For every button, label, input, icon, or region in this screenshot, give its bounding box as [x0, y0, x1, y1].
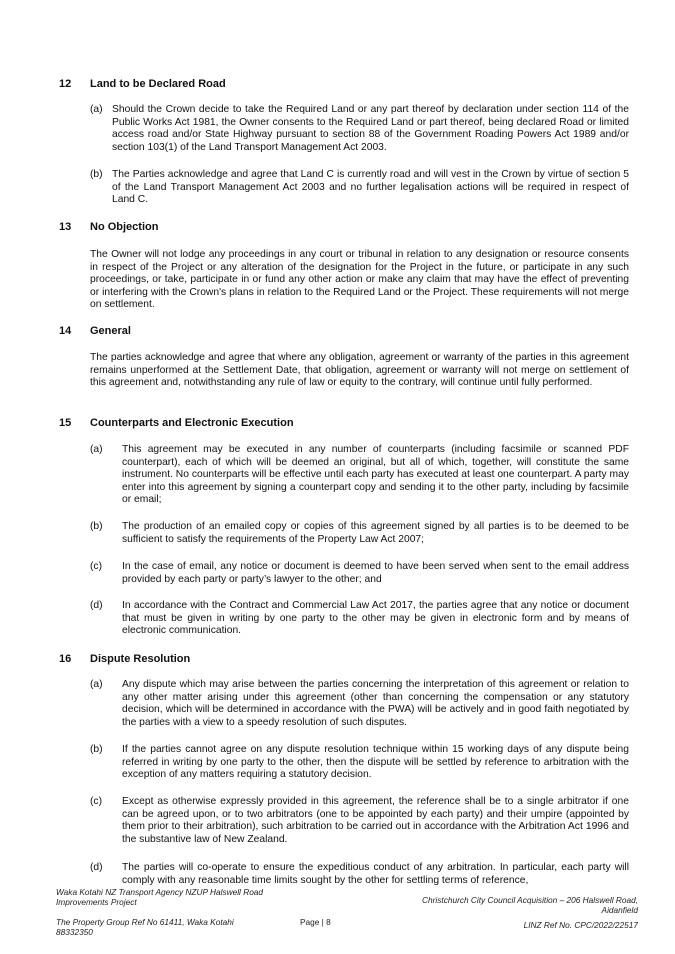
section-13-text: The Owner will not lodge any proceedings in any court or tribunal in relation to any designation or resource consents in respect of the Project or any alteration of the designation for the Project in the future, or participate in any such proceedings, or take, participate in or fund any other action or make any claim that may have the effect of preventing or interfering with the Crown's plans in relation to the Required Land or the Project. These requirements will not merge on settlement. [90, 249, 629, 310]
clause-15c [90, 561, 629, 587]
section-title: Land to be Declared Road [90, 78, 226, 90]
section-13-heading [59, 220, 629, 234]
section-number: 15 [59, 417, 72, 429]
page-number: Page | 8 [300, 917, 331, 927]
clause-12b [90, 169, 629, 209]
clause-text: Any dispute which may arise between the parties concerning the interpretation of this agreement or relation to any other matter arising under this agreement (other than concerning the compensation or any statutory decision, which will be determined in accordance with the PWA) will be actively and in good faith negotiated by the parties with a view to a speedy resolution of such disputes. [122, 679, 629, 728]
clause-label: (a) [90, 444, 103, 455]
clause-15a [90, 444, 629, 510]
clause-label: (d) [90, 862, 103, 873]
clause-text: This agreement may be executed in any number of counterparts (including facsimile or scanned PDF counterpart), each of which will be deemed an original, but all of which, together, will constitute the same instrument. No counterparts will be effective until each party has executed at least one counterpart. A party may enter into this agreement by signing a counterpart copy and sending it to the other party, including by facsimile or email; [122, 444, 629, 505]
section-14-heading [59, 324, 629, 338]
clause-label: (c) [90, 796, 103, 807]
section-number: 13 [59, 221, 72, 233]
footer-reference-line-2: 88332350 [56, 927, 93, 937]
clause-text: In accordance with the Contract and Commercial Law Act 2017, the parties agree that any notice or document that must be given in writing by one party to the other may be given in electronic form and by means of electronic communication. [122, 600, 629, 636]
footer-linz-ref: LINZ Ref No. CPC/2022/22517 [523, 920, 638, 930]
footer-acquisition [360, 895, 638, 915]
clause-label: (d) [90, 600, 103, 611]
clause-text: In the case of email, any notice or document is deemed to have been served when sent to the email address provided by each party or party’s lawyer to the other; and [122, 561, 629, 585]
section-title: No Objection [90, 221, 159, 233]
footer-project-line-2: Improvements Project [56, 897, 137, 907]
section-number: 12 [59, 78, 72, 90]
footer-acquisition-line-1: Christchurch City Council Acquisition – 206 Halswell Road, [422, 895, 638, 905]
clause-text: The parties will co-operate to ensure the expeditious conduct of any arbitration. In particular, each party will comply with any reasonable time limits sought by the other for settling terms of reference, [122, 862, 629, 886]
footer-acquisition-line-2: Aidanfield [601, 905, 638, 915]
clause-16b [90, 744, 629, 784]
clause-label: (b) [90, 744, 103, 755]
clause-16a [90, 679, 629, 733]
footer-project-line-1: Waka Kotahi NZ Transport Agency NZUP Halswell Road [56, 887, 264, 897]
footer-reference [56, 917, 296, 937]
section-16-heading [59, 652, 629, 666]
clause-16d [90, 862, 629, 888]
section-14-text: The parties acknowledge and agree that where any obligation, agreement or warranty of the parties in this agreement remains unperformed at the Settlement Date, that obligation, agreement or warranty will not merge on settlement of this agreement and, notwithstanding any rule of law or equity to the contrary, will continue until fully performed. [90, 352, 629, 388]
clause-label: (c) [90, 561, 103, 572]
section-title: Counterparts and Electronic Execution [90, 417, 294, 429]
clause-label: (a) [90, 104, 103, 115]
clause-15b [90, 521, 629, 547]
section-title: General [90, 325, 131, 337]
footer-project [56, 887, 336, 907]
footer-reference-line-1: The Property Group Ref No 61411, Waka Kotahi [56, 917, 234, 927]
clause-text: If the parties cannot agree on any dispute resolution technique within 15 working days of any dispute being referred in writing by one party to the other, then the dispute will be settled by reference to arbitration with the exception of any matters requiring a statutory decision. [122, 744, 629, 780]
clause-text: Should the Crown decide to take the Required Land or any part thereof by declaration under section 114 of the Public Works Act 1981, the Owner consents to the Required Land or part thereof, being declared Road or limited access road and/or State Highway pursuant to section 88 of the Government Roading Powers Act 1989 and/or section 103(1) of the Land Transport Management Act 2003. [112, 104, 629, 153]
clause-12a [90, 104, 629, 156]
section-12-heading [59, 77, 629, 91]
clause-label: (b) [90, 169, 103, 180]
section-15-heading [59, 416, 629, 430]
clause-16c [90, 796, 629, 850]
section-number: 16 [59, 653, 72, 665]
clause-label: (a) [90, 679, 103, 690]
section-number: 14 [59, 325, 72, 337]
clause-text: Except as otherwise expressly provided in this agreement, the reference shall be to a single arbitrator if one can be agreed upon, or to two arbitrators (one to be appointed by each party) and their umpire (appointed by them prior to their arbitration), such arbitration to be carried out in accordance with the Arbitration Act 1996 and the substantive law of New Zealand. [122, 796, 629, 845]
clause-15d [90, 600, 629, 640]
clause-label: (b) [90, 521, 103, 532]
clause-text: The Parties acknowledge and agree that Land C is currently road and will vest in the Crown by virtue of section 5 of the Land Transport Management Act 2003 and no further legalisation actions will be required in respect of Land C. [112, 169, 629, 205]
section-title: Dispute Resolution [90, 653, 191, 665]
clause-text: The production of an emailed copy or copies of this agreement signed by all parties is to be deemed to be sufficient to satisfy the requirements of the Property Law Act 2007; [122, 521, 629, 545]
